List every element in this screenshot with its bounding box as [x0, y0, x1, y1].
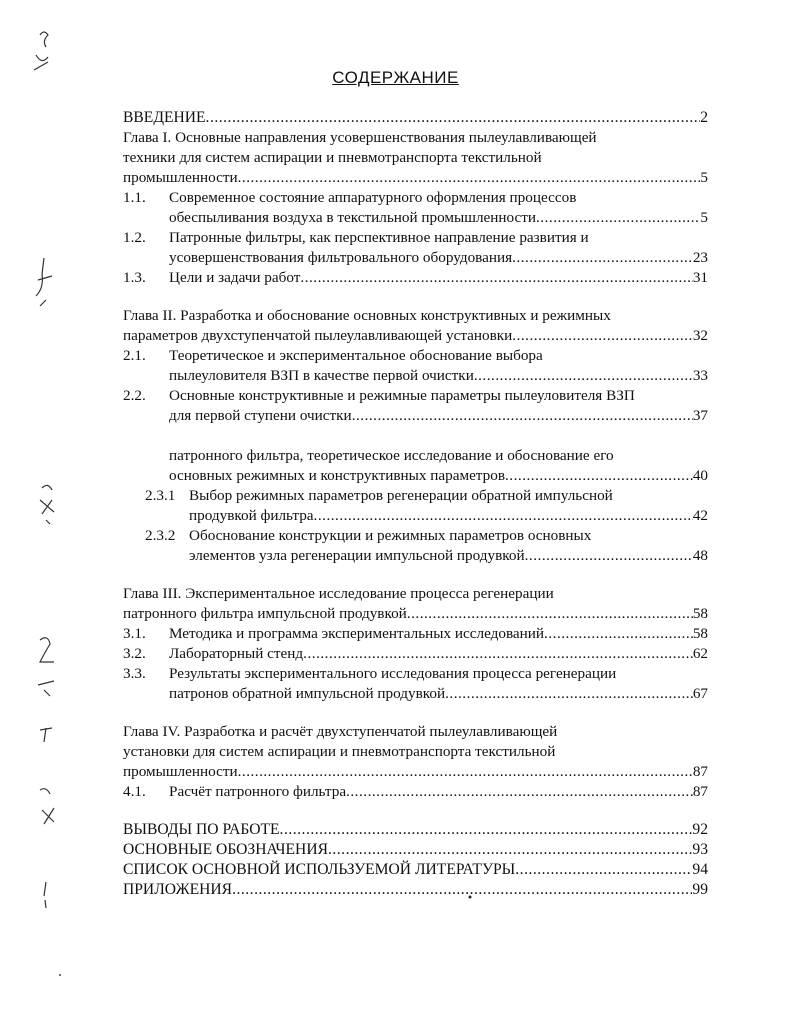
entry-page: 23 — [692, 249, 708, 266]
entry-text: Обоснование конструкции и режимных параметров основных — [189, 527, 592, 544]
toc-section-2-3-1-line-1 — [145, 486, 708, 506]
entry-text: пылеуловителя ВЗП в качестве первой очистки — [169, 367, 474, 384]
dot-leader — [303, 644, 693, 664]
section-number: 3.2. — [123, 645, 146, 662]
dot-leader — [300, 268, 692, 288]
entry-text: Цели и задачи работ — [169, 269, 301, 286]
entry-page: 37 — [692, 407, 708, 424]
toc-section-2-2-line-2 — [169, 406, 708, 426]
toc-section-3-1 — [123, 624, 708, 644]
toc-chapter-1-line-3 — [123, 168, 708, 188]
entry-text: основных режимных и конструктивных параметров — [169, 467, 505, 484]
toc-section-2-1-line-1 — [123, 346, 708, 366]
entry-text: продувкой фильтра — [189, 507, 314, 524]
entry-text: Глава III. Экспериментальное исследование процесса регенерации — [123, 585, 554, 602]
toc-entry-intro — [123, 108, 708, 128]
section-number: 1.2. — [123, 229, 146, 246]
entry-text: Выбор режимных параметров регенерации обратной импульсной — [189, 487, 613, 504]
toc-section-3-3-line-1 — [123, 664, 708, 684]
entry-text: ОСНОВНЫЕ ОБОЗНАЧЕНИЯ — [123, 841, 328, 858]
toc-section-1-2-line-2 — [169, 248, 708, 268]
entry-text: промышленности — [123, 763, 238, 780]
dot-leader — [206, 108, 701, 128]
toc-entry-references — [123, 860, 708, 880]
entry-page: 87 — [692, 763, 708, 780]
dot-leader — [352, 406, 693, 426]
entry-text: Методика и программа экспериментальных исследований — [169, 625, 545, 642]
toc-chapter-2-line-2 — [123, 326, 708, 346]
entry-text: Основные конструктивные и режимные параметры пылеуловителя ВЗП — [169, 387, 635, 404]
toc-section-2-3-2-line-2 — [189, 546, 708, 566]
entry-page: 5 — [700, 169, 708, 186]
entry-page: 40 — [692, 467, 708, 484]
section-number: 3.3. — [123, 665, 146, 682]
entry-text: Глава I. Основные направления усовершенствования пылеулавливающей — [123, 129, 597, 146]
dot-leader — [238, 168, 701, 188]
entry-text: усовершенствования фильтровального оборудования — [169, 249, 513, 266]
dot-leader — [474, 366, 693, 386]
dot-leader — [536, 208, 700, 228]
toc-section-1-3 — [123, 268, 708, 288]
entry-text: техники для систем аспирации и пневмотранспорта текстильной — [123, 149, 542, 166]
toc-entry-appendices — [123, 880, 708, 900]
toc-section-2-3-1-line-2 — [189, 506, 708, 526]
entry-text: Результаты экспериментального исследования процесса регенерации — [169, 665, 617, 682]
entry-page: 48 — [692, 547, 708, 564]
toc-section-2-1-line-2 — [169, 366, 708, 386]
entry-page: 94 — [692, 861, 708, 878]
entry-text: Патронные фильтры, как перспективное направление развития и — [169, 229, 589, 246]
entry-page: 92 — [692, 821, 708, 838]
entry-text: Глава II. Разработка и обоснование основных конструктивных и режимных — [123, 307, 611, 324]
toc-chapter-4-line-2 — [123, 742, 708, 762]
entry-text: Теоретическое и экспериментальное обоснование выбора — [169, 347, 543, 364]
toc-chapter-3-line-1 — [123, 584, 708, 604]
entry-text: промышленности — [123, 169, 238, 186]
toc-section-3-3-line-2 — [169, 684, 708, 704]
toc-entry-notation — [123, 840, 708, 860]
entry-page: 33 — [692, 367, 708, 384]
entry-page: 87 — [692, 783, 708, 800]
section-number: 2.3.1 — [145, 487, 176, 504]
entry-page: 5 — [700, 209, 708, 226]
entry-text: патронного фильтра импульсной продувкой — [123, 605, 407, 622]
dot-leader — [505, 466, 693, 486]
toc-chapter-4-line-1 — [123, 722, 708, 742]
section-number: 2.1. — [123, 347, 146, 364]
toc-chapter-1-line-1 — [123, 128, 708, 148]
section-number: 4.1. — [123, 783, 146, 800]
dot-leader — [280, 820, 693, 840]
entry-page: 2 — [700, 109, 708, 126]
toc-section-2-2-line-1 — [123, 386, 708, 406]
section-number: 1.1. — [123, 189, 146, 206]
entry-text: установки для систем аспирации и пневмотранспорта текстильной — [123, 743, 556, 760]
dot-leader — [328, 840, 692, 860]
toc-chapter-3-line-2 — [123, 604, 708, 624]
dot-leader — [407, 604, 693, 624]
toc-section-1-1-line-1 — [123, 188, 708, 208]
entry-page: 42 — [692, 507, 708, 524]
entry-page: 67 — [692, 685, 708, 702]
entry-text: ПРИЛОЖЕНИЯ — [123, 881, 233, 898]
toc-section-4-1 — [123, 782, 708, 802]
dot-leader — [515, 860, 692, 880]
dot-leader — [512, 326, 693, 346]
entry-text: Расчёт патронного фильтра — [169, 783, 347, 800]
entry-text: элементов узла регенерации импульсной продувкой — [189, 547, 525, 564]
dot-leader — [346, 782, 693, 802]
entry-text: обеспыливания воздуха в текстильной промышленности — [169, 209, 536, 226]
toc-entry-conclusions — [123, 820, 708, 840]
toc-section-1-1-line-2 — [169, 208, 708, 228]
toc-section-3-2 — [123, 644, 708, 664]
entry-text: патронов обратной импульсной продувкой — [169, 685, 446, 702]
dot-leader — [525, 546, 693, 566]
toc-section-2-3-line-2 — [169, 446, 708, 466]
dot-leader — [512, 248, 693, 268]
entry-text: параметров двухступенчатой пылеулавливающей установки — [123, 327, 513, 344]
toc-chapter-1-line-2 — [123, 148, 708, 168]
section-number: 2.2. — [123, 387, 146, 404]
entry-page: 62 — [692, 645, 708, 662]
toc-section-1-2-line-1 — [123, 228, 708, 248]
dot-leader — [238, 762, 693, 782]
entry-page: 99 — [692, 881, 708, 898]
entry-page: 58 — [692, 625, 708, 642]
entry-text: для первой ступени очистки — [169, 407, 352, 424]
entry-text: Лабораторный стенд — [169, 645, 304, 662]
entry-page: 32 — [692, 327, 708, 344]
section-number: 3.1. — [123, 625, 146, 642]
page-title: СОДЕРЖАНИЕ — [332, 68, 459, 87]
section-number: 2.3.2 — [145, 527, 176, 544]
dot-leader — [445, 684, 693, 704]
entry-page: 93 — [692, 841, 708, 858]
toc-section-2-3-2-line-1 — [145, 526, 708, 546]
entry-text: патронного фильтра, теоретическое исследование и обоснование его — [169, 447, 614, 464]
toc-chapter-2-line-1 — [123, 306, 708, 326]
dot-leader — [232, 880, 692, 900]
toc-chapter-4-line-3 — [123, 762, 708, 782]
entry-text: ВВЕДЕНИЕ — [123, 109, 206, 126]
dot-leader — [314, 506, 693, 526]
entry-text: Современное состояние аппаратурного оформления процессов — [169, 189, 577, 206]
dot-leader — [544, 624, 693, 644]
section-number: 1.3. — [123, 269, 146, 286]
entry-page: 31 — [692, 269, 708, 286]
entry-text: СПИСОК ОСНОВНОЙ ИСПОЛЬЗУЕМОЙ ЛИТЕРАТУРЫ — [123, 861, 516, 878]
entry-text: ВЫВОДЫ ПО РАБОТЕ — [123, 821, 280, 838]
toc-section-2-3-line-3 — [169, 466, 708, 486]
entry-text: Глава IV. Разработка и расчёт двухступенчатой пылеулавливающей — [123, 723, 558, 740]
entry-page: 58 — [692, 605, 708, 622]
